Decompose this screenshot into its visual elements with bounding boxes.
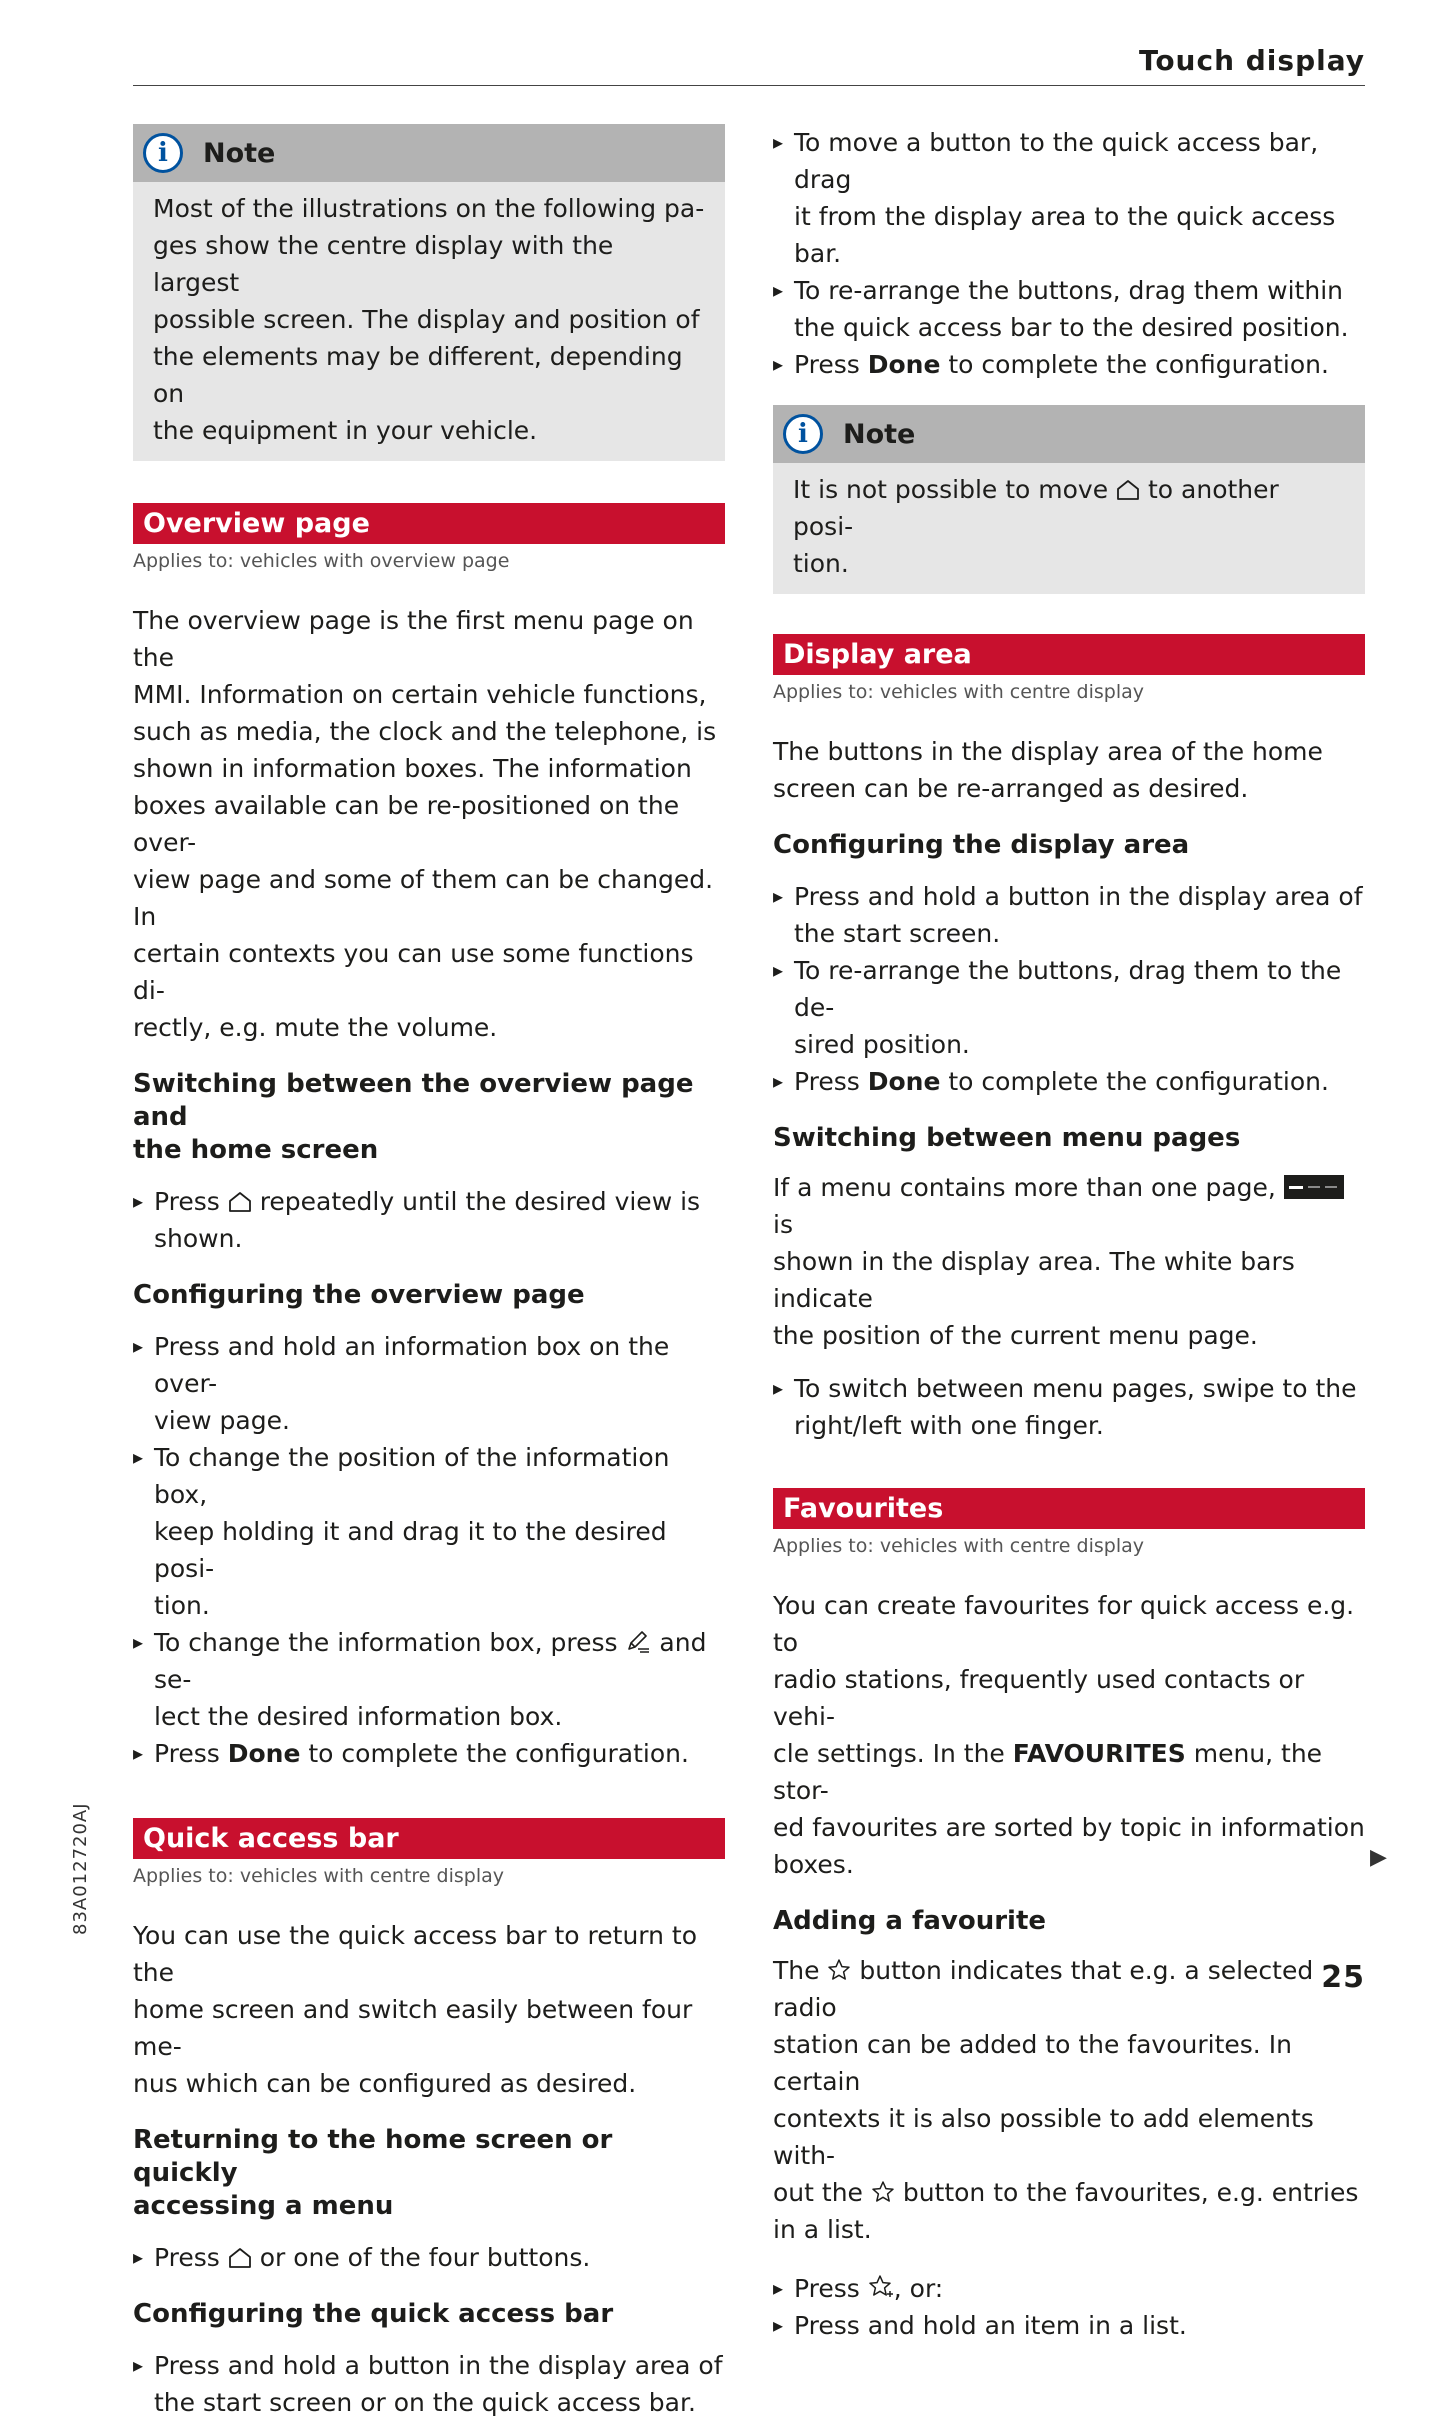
subheading-returning-home: [133, 2124, 725, 2223]
note-line: It is not possible to move: [793, 475, 1117, 504]
text-line: If a menu contains more than one page,: [773, 1173, 1284, 1202]
section-title-quick-access-bar: Quick access bar: [133, 1818, 725, 1859]
menu-pages-steps: [773, 1370, 1365, 1444]
left-column: [133, 124, 725, 2421]
step-text: keep holding it and drag it to the desired posi-: [154, 1517, 667, 1583]
applies-to-text: Applies to: vehicles with centre display: [133, 1865, 504, 1887]
step-item: [773, 2307, 1365, 2344]
note-line: the elements may be different, depending on: [153, 342, 683, 408]
step-text: To change the information box, press: [154, 1628, 626, 1657]
text-line: MMI. Information on certain vehicle functions,: [133, 680, 707, 709]
subheading-configuring-quick-access: Configuring the quick access bar: [133, 2299, 614, 2329]
applies-to-text: Applies to: vehicles with centre display: [773, 1535, 1144, 1557]
running-header-title: Touch display: [1138, 44, 1365, 77]
text-line: view page and some of them can be changed. In: [133, 865, 714, 931]
step-text: Press: [154, 2243, 228, 2272]
step-item: [133, 1735, 725, 1772]
text-line: shown in the display area. The white bars indicate: [773, 1247, 1295, 1313]
text-line: The buttons in the display area of the home: [773, 737, 1323, 766]
done-keyword: Done: [227, 1739, 301, 1768]
text-line: the position of the current menu page.: [773, 1321, 1258, 1350]
step-text: Press: [794, 2274, 868, 2303]
text-line: boxes.: [773, 1850, 854, 1879]
step-item: [773, 1370, 1365, 1444]
page-number: 25: [1321, 1960, 1365, 1995]
done-keyword: Done: [867, 350, 941, 379]
text-line: rectly, e.g. mute the volume.: [133, 1013, 498, 1042]
note-text: [133, 182, 725, 461]
edit-pencil-icon: [625, 1630, 651, 1654]
text-line: You can use the quick access bar to return to the: [133, 1921, 698, 1987]
subheading-line: Switching between the overview page and: [133, 1069, 694, 1132]
display-config-steps: [773, 878, 1365, 1100]
adding-favourite-paragraph: [773, 1952, 1365, 2248]
display-area-intro: [773, 733, 1365, 807]
note-header: [773, 405, 1365, 463]
step-text: to complete the configuration.: [940, 1067, 1329, 1096]
step-text: the start screen or on the quick access bar.: [154, 2388, 696, 2417]
subheading-line: the home screen: [133, 1135, 379, 1165]
note-line: possible screen. The display and position of: [153, 305, 700, 334]
star-icon: [868, 2274, 894, 2300]
step-item: [773, 272, 1365, 346]
document-code: 83A012720AJ: [70, 1802, 91, 1935]
text-line: nus which can be configured as desired.: [133, 2069, 637, 2098]
step-text: To change the position of the information box,: [154, 1443, 670, 1509]
step-text: Press and hold an information box on the over-: [154, 1332, 670, 1398]
text-line: You can create favourites for quick access e.g. to: [773, 1591, 1355, 1657]
section-title-favourites: Favourites: [773, 1488, 1365, 1529]
note-line: Most of the illustrations on the following pa-: [153, 194, 705, 223]
step-item: [773, 2270, 1365, 2307]
home-icon: [1116, 479, 1140, 501]
text-line: home screen and switch easily between four me-: [133, 1995, 693, 2061]
note-line: to another posi-: [793, 475, 1279, 541]
text-line: radio stations, frequently used contacts or vehi-: [773, 1665, 1305, 1731]
text-line: ed favourites are sorted by topic in information: [773, 1813, 1365, 1842]
step-text: right/left with one finger.: [794, 1411, 1104, 1440]
step-text: and se-: [154, 1628, 707, 1694]
favourite-steps: [773, 2270, 1365, 2344]
step-text: view page.: [154, 1406, 290, 1435]
text-line: is: [773, 1210, 793, 1239]
step-text: To switch between menu pages, swipe to the: [794, 1374, 1357, 1403]
applies-to-text: Applies to: vehicles with centre display: [773, 681, 1144, 703]
text-line: certain contexts you can use some functions di-: [133, 939, 694, 1005]
text-line: cle settings. In the: [773, 1739, 1013, 1768]
step-text: To re-arrange the buttons, drag them within: [794, 276, 1343, 305]
step-text: shown.: [154, 1224, 243, 1253]
text-line: button to the favourites, e.g. entries: [894, 2178, 1359, 2207]
overview-config-steps: [133, 1328, 725, 1772]
step-item: [133, 2347, 725, 2421]
step-text: repeatedly until the desired view is: [251, 1187, 701, 1216]
star-icon: [827, 1958, 851, 1982]
text-line: button indicates that e.g. a selected radio: [773, 1956, 1314, 2022]
text-line: boxes available can be re-positioned on the over-: [133, 791, 680, 857]
quick-intro-paragraph: [133, 1917, 725, 2102]
note-text: [773, 463, 1365, 594]
text-line: The overview page is the first menu page on the: [133, 606, 694, 672]
text-line: menu, the stor-: [773, 1739, 1323, 1805]
note-header: [133, 124, 725, 182]
note-line: ges show the centre display with the largest: [153, 231, 614, 297]
step-text: To re-arrange the buttons, drag them to the de-: [794, 956, 1342, 1022]
step-item: [133, 1439, 725, 1624]
star-icon: [871, 2180, 895, 2204]
subheading-adding-favourite: Adding a favourite: [773, 1906, 1046, 1936]
step-item: [773, 878, 1365, 952]
subheading-line: Returning to the home screen or quickly: [133, 2125, 613, 2188]
subheading-configuring-display-area: Configuring the display area: [773, 830, 1190, 860]
note-line: the equipment in your vehicle.: [153, 416, 538, 445]
step-text: Press and hold an item in a list.: [794, 2311, 1187, 2340]
text-line: The: [773, 1956, 828, 1985]
favourites-intro: [773, 1587, 1365, 1883]
step-text: To move a button to the quick access bar, drag: [794, 128, 1319, 194]
note-box: [133, 124, 725, 461]
step-text: or one of the four buttons.: [251, 2243, 591, 2272]
step-text: sired position.: [794, 1030, 970, 1059]
quick-config-steps-continued: [773, 124, 1365, 383]
info-icon: i: [143, 133, 183, 173]
step-item: [773, 124, 1365, 272]
favourites-menu-keyword: FAVOURITES: [1012, 1739, 1186, 1768]
section-title-display-area: Display area: [773, 634, 1365, 675]
step-text: it from the display area to the quick access bar.: [794, 202, 1336, 268]
step-text: Press and hold a button in the display area of: [794, 882, 1363, 911]
switch-steps-list: [133, 1183, 725, 1257]
step-text: to complete the configuration.: [940, 350, 1329, 379]
step-text: the quick access bar to the desired position.: [794, 313, 1349, 342]
text-line: in a list.: [773, 2215, 872, 2244]
text-line: screen can be re-arranged as desired.: [773, 774, 1249, 803]
return-steps-list: [133, 2239, 725, 2276]
step-item: [133, 2239, 725, 2276]
text-line: out the: [773, 2178, 871, 2207]
page-indicator-icon: [1284, 1175, 1344, 1199]
right-column: [773, 124, 1365, 2344]
step-text: Press: [794, 1067, 868, 1096]
text-line: shown in information boxes. The information: [133, 754, 692, 783]
step-text: Press: [154, 1187, 228, 1216]
note-title: Note: [843, 418, 916, 450]
done-keyword: Done: [867, 1067, 941, 1096]
step-text: Press: [794, 350, 868, 379]
quick-config-steps: [133, 2347, 725, 2421]
continue-arrow-icon: ▶: [1370, 1845, 1387, 1870]
subheading-switching-overview-home: [133, 1068, 725, 1167]
applies-to-text: Applies to: vehicles with overview page: [133, 550, 510, 572]
step-text: tion.: [154, 1591, 210, 1620]
step-item: [133, 1328, 725, 1439]
home-icon: [228, 1191, 252, 1213]
step-text: the start screen.: [794, 919, 1001, 948]
text-line: station can be added to the favourites. In certain: [773, 2030, 1292, 2096]
section-title-overview-page: Overview page: [133, 503, 725, 544]
header-rule: [133, 85, 1365, 86]
step-item: [133, 1624, 725, 1735]
step-text: to complete the configuration.: [300, 1739, 689, 1768]
note-title: Note: [203, 137, 276, 169]
overview-intro-paragraph: [133, 602, 725, 1046]
step-item: [773, 952, 1365, 1063]
step-text: lect the desired information box.: [154, 1702, 563, 1731]
step-item: [773, 346, 1365, 383]
step-item: [773, 1063, 1365, 1100]
info-icon: i: [783, 414, 823, 454]
step-text: Press: [154, 1739, 228, 1768]
text-line: such as media, the clock and the telephone, is: [133, 717, 717, 746]
subheading-line: accessing a menu: [133, 2191, 394, 2221]
note-line: tion.: [793, 549, 849, 578]
step-text: Press and hold a button in the display area of: [154, 2351, 723, 2380]
step-item: [133, 1183, 725, 1257]
step-text: , or:: [893, 2274, 944, 2303]
menu-pages-paragraph: [773, 1169, 1365, 1354]
note-box: [773, 405, 1365, 594]
home-icon: [228, 2247, 252, 2269]
subheading-configuring-overview: Configuring the overview page: [133, 1280, 585, 1310]
subheading-switching-menu-pages: Switching between menu pages: [773, 1123, 1241, 1153]
text-line: contexts it is also possible to add elements with-: [773, 2104, 1314, 2170]
